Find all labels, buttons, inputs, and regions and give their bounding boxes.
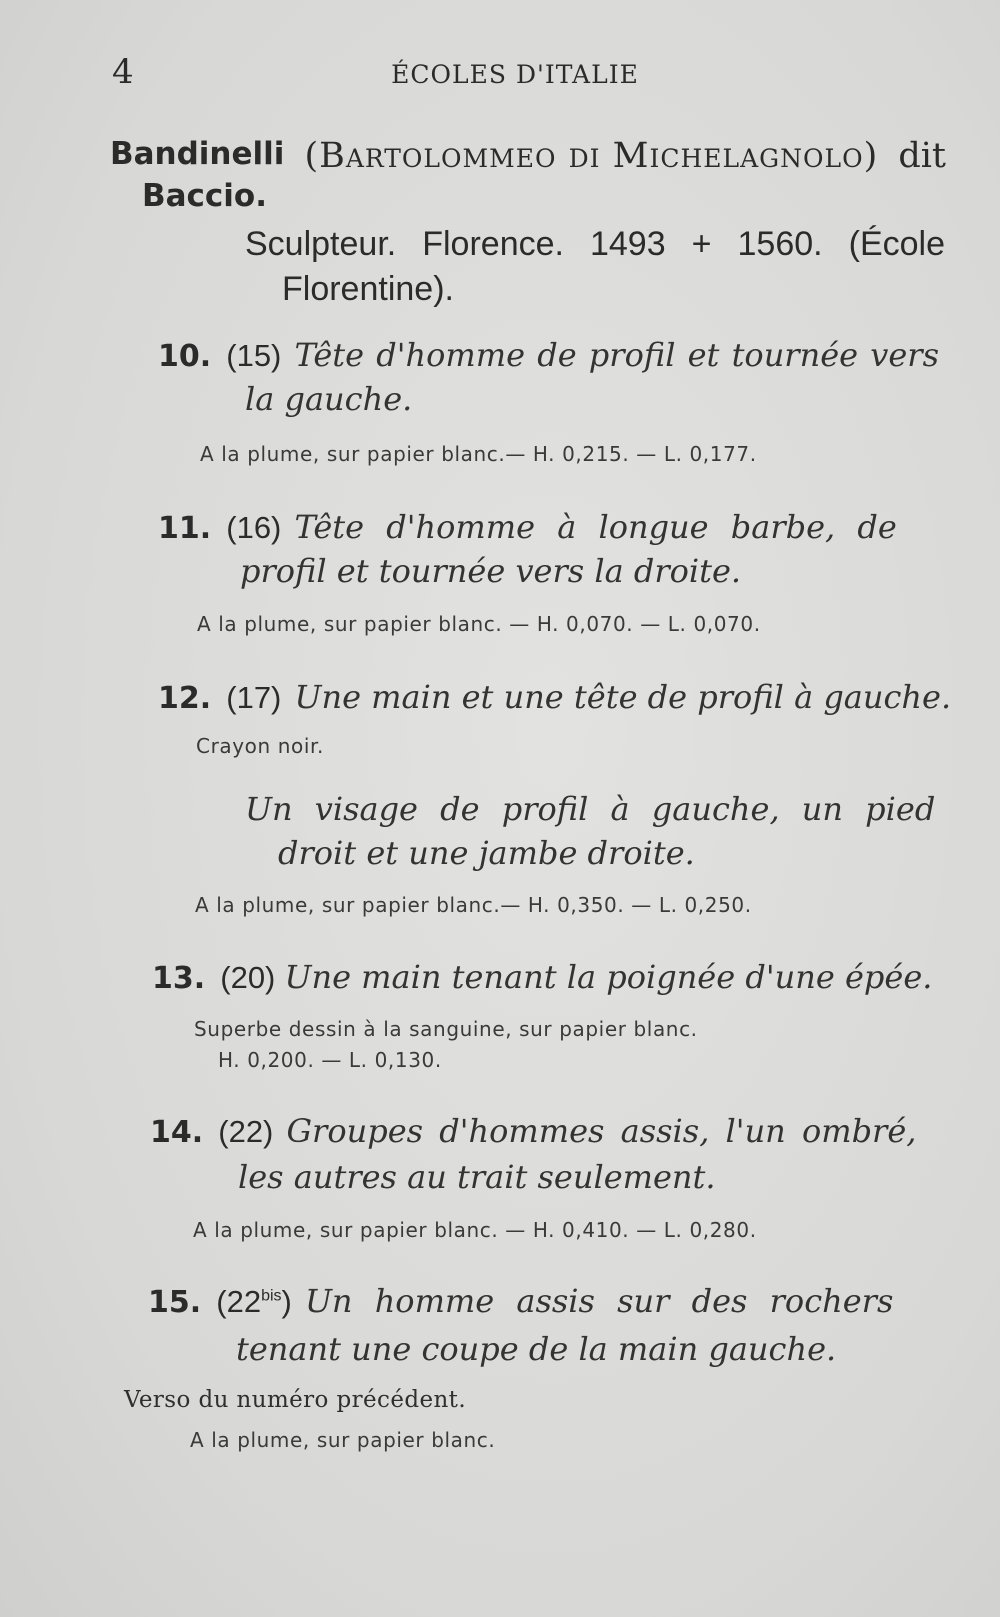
artist-surname: Bandinelli — [110, 136, 285, 172]
running-title: ÉCOLES D'ITALIE — [391, 60, 639, 89]
artist-heading — [110, 136, 946, 176]
entry-number: 15. — [148, 1285, 202, 1320]
artist-bio-line2: Florentine). — [282, 270, 454, 308]
artist-dit: dit — [898, 136, 946, 176]
entry-14-title-line2: les autres au trait seulement. — [238, 1158, 716, 1196]
entry-10-title-line2: la gauche. — [245, 380, 413, 418]
entry-ref-close: ) — [281, 1284, 292, 1319]
bio-birth-year: 1493 — [589, 225, 666, 263]
entry-ref-base: (22 — [216, 1284, 262, 1319]
entry-number: 14. — [150, 1115, 204, 1150]
entry-number: 13. — [152, 961, 206, 996]
bio-profession: Sculpteur. — [245, 225, 397, 263]
entry-ref — [216, 1284, 292, 1319]
artist-bio-line1 — [245, 225, 945, 264]
entry-15-title-line2: tenant une coupe de la main gauche. — [236, 1330, 837, 1368]
entry-title: Une main tenant la poignée d'une épée. — [284, 958, 933, 996]
entry-11-note: A la plume, sur papier blanc. — H. 0,070. — L. 0,070. — [197, 612, 761, 636]
entry-number: 11. — [158, 511, 212, 546]
entry-15-note-line2: A la plume, sur papier blanc. — [190, 1428, 496, 1452]
entry-10-title — [158, 336, 939, 374]
entry-title: Tête d'homme à longue barbe, de — [294, 508, 897, 546]
entry-ref: (16) — [226, 510, 282, 545]
entry-number: 12. — [158, 681, 212, 716]
entry-12-title — [158, 678, 951, 716]
entry-14-note: A la plume, sur papier blanc. — H. 0,410. — L. 0,280. — [193, 1218, 757, 1242]
artist-alias: Baccio. — [142, 178, 267, 214]
entry-13-note: Superbe dessin à la sanguine, sur papier blanc. — [194, 1017, 698, 1041]
entry-number: 10. — [158, 339, 212, 374]
entry-11-title-line2: profil et tournée vers la droite. — [240, 552, 742, 590]
entry-13-note-line2: H. 0,200. — L. 0,130. — [218, 1048, 442, 1072]
entry-title: Groupes d'hommes assis, l'un ombré, — [286, 1112, 917, 1150]
bio-school: (École — [848, 225, 945, 263]
entry-title: Une main et une tête de profil à gauche. — [294, 678, 952, 716]
entry-12-note: Crayon noir. — [196, 734, 324, 758]
entry-12-subtitle-line2: droit et une jambe droite. — [278, 834, 695, 872]
entry-12-subnote: A la plume, sur papier blanc.— H. 0,350. — L. 0,250. — [195, 893, 752, 917]
page-number: 4 — [112, 52, 134, 92]
entry-ref: (20) — [220, 960, 276, 995]
entry-ref: (17) — [226, 680, 282, 715]
entry-title: Tête d'homme de profil et tournée vers — [294, 336, 939, 374]
artist-full-name: (Bartolommeo di Michelagnolo) — [304, 136, 879, 176]
entry-ref-superscript: bis — [261, 1287, 282, 1305]
entry-ref: (15) — [226, 338, 282, 373]
entry-11-title — [158, 508, 897, 546]
entry-12-subtitle: Un visage de profil à gauche, un pied — [245, 790, 936, 828]
entry-10-note: A la plume, sur papier blanc.— H. 0,215. — L. 0,177. — [200, 442, 757, 466]
entry-title: Un homme assis sur des rochers — [304, 1282, 894, 1320]
entry-13-title — [152, 958, 932, 996]
entry-14-title — [150, 1112, 916, 1150]
bio-death-year: 1560. — [737, 225, 823, 263]
entry-15-note: Verso du numéro précédent. — [124, 1387, 467, 1413]
bio-city: Florence. — [422, 225, 564, 263]
bio-death-mark: + — [691, 225, 712, 263]
entry-ref: (22) — [218, 1114, 274, 1149]
entry-15-title — [148, 1282, 893, 1320]
